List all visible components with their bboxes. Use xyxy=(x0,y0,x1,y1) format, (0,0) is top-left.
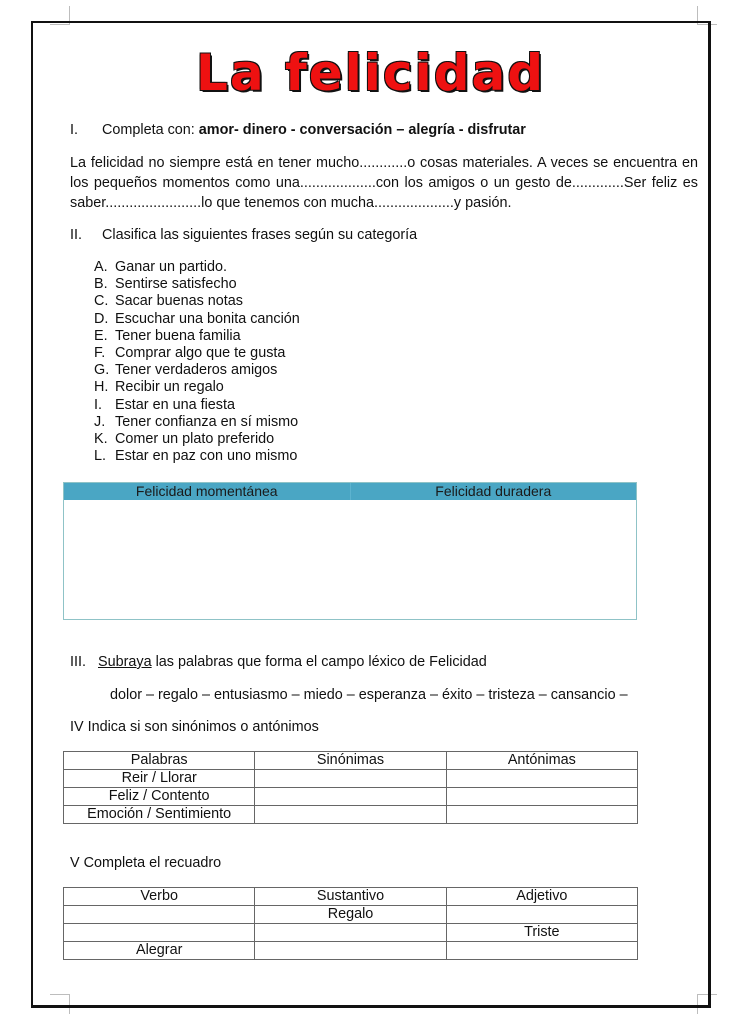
list-item: H. Recibir un regalo xyxy=(94,379,224,396)
header-felicidad-duradera: Felicidad duradera xyxy=(350,483,637,500)
lexical-field-words: dolor – regalo – entusiasmo – miedo – esperanza – éxito – tristeza – cansancio – xyxy=(110,687,628,703)
list-item: G. Tener verdaderos amigos xyxy=(94,362,278,379)
word-pair-cell: Feliz / Contento xyxy=(64,788,255,806)
table-row xyxy=(64,770,638,788)
given-cell: Alegrar xyxy=(64,942,255,960)
list-item: C. Sacar buenas notas xyxy=(94,293,244,310)
section1-word-bank: amor- dinero - conversación – alegría - disfrutar xyxy=(198,122,526,138)
section5-heading: V Completa el recuadro xyxy=(70,855,222,871)
list-item: E. Tener buena familia xyxy=(94,327,241,344)
word-pair-cell: Emoción / Sentimiento xyxy=(64,806,255,824)
given-cell: Triste xyxy=(446,924,637,942)
list-item: F. Comprar algo que te gusta xyxy=(94,345,286,362)
list-item: K. Comer un plato preferido xyxy=(94,431,275,448)
header-felicidad-momentanea: Felicidad momentánea xyxy=(135,483,278,499)
answer-cell[interactable] xyxy=(255,806,446,824)
section1-heading xyxy=(70,122,526,139)
header-palabras: Palabras xyxy=(64,752,255,770)
section3-heading xyxy=(70,654,487,671)
header-antonimas: Antónimas xyxy=(446,752,637,770)
answer-cell[interactable] xyxy=(255,924,446,942)
list-item: B. Sentirse satisfecho xyxy=(94,276,237,293)
answer-cell[interactable] xyxy=(64,924,255,942)
synonym-antonym-table xyxy=(63,751,638,824)
table-row xyxy=(64,788,638,806)
header-sinonimas: Sinónimas xyxy=(255,752,446,770)
table-row xyxy=(64,906,638,924)
table-row xyxy=(64,942,638,960)
section1-number: I. xyxy=(70,122,78,138)
header-verbo: Verbo xyxy=(64,888,255,906)
page-title: La felicidad xyxy=(195,44,546,102)
answer-cell[interactable] xyxy=(446,942,637,960)
table-header-row xyxy=(64,752,638,770)
word-family-table xyxy=(63,887,638,960)
phrase-list xyxy=(94,259,300,465)
list-item: J. Tener confianza en sí mismo xyxy=(94,413,299,430)
list-item: A. Ganar un partido. xyxy=(94,259,227,275)
classification-table xyxy=(63,482,637,620)
table-row xyxy=(64,924,638,942)
table-row xyxy=(64,806,638,824)
list-item: L. Estar en paz con uno mismo xyxy=(94,448,298,465)
answer-cell[interactable] xyxy=(446,788,637,806)
table-header-row xyxy=(64,888,638,906)
answer-cell[interactable] xyxy=(446,806,637,824)
section4-heading: IV Indica si son sinónimos o antónimos xyxy=(70,719,319,735)
classification-answer-area[interactable] xyxy=(64,500,636,619)
section1-paragraph: La felicidad no siempre está en tener mucho............o cosas materiales. A veces se encuentra en los pequeños momentos como una...................con los amigos o un gesto de.............Ser feliz es saber........................lo que tenemos con mucha....................y pasión. xyxy=(70,155,698,211)
word-pair-cell: Reir / Llorar xyxy=(64,770,255,788)
answer-cell[interactable] xyxy=(446,770,637,788)
classification-table-header xyxy=(64,483,636,500)
list-item: I. Estar en una fiesta xyxy=(94,396,235,413)
answer-cell[interactable] xyxy=(64,906,255,924)
answer-cell[interactable] xyxy=(255,942,446,960)
header-sustantivo: Sustantivo xyxy=(255,888,446,906)
section2-instruction: Clasifica las siguientes frases según su categoría xyxy=(102,227,418,243)
given-cell: Regalo xyxy=(255,906,446,924)
header-adjetivo: Adjetivo xyxy=(446,888,637,906)
section2-heading xyxy=(70,227,417,244)
section3-number: III. xyxy=(70,654,86,670)
section3-instruction: las palabras que forma el campo léxico de Felicidad xyxy=(151,654,487,670)
list-item: D. Escuchar una bonita canción xyxy=(94,310,300,327)
section3-underlined-word: Subraya xyxy=(98,654,152,670)
answer-cell[interactable] xyxy=(446,906,637,924)
answer-cell[interactable] xyxy=(255,770,446,788)
answer-cell[interactable] xyxy=(255,788,446,806)
section1-instruction: Completa con: xyxy=(102,122,195,138)
section2-number: II. xyxy=(70,227,82,243)
